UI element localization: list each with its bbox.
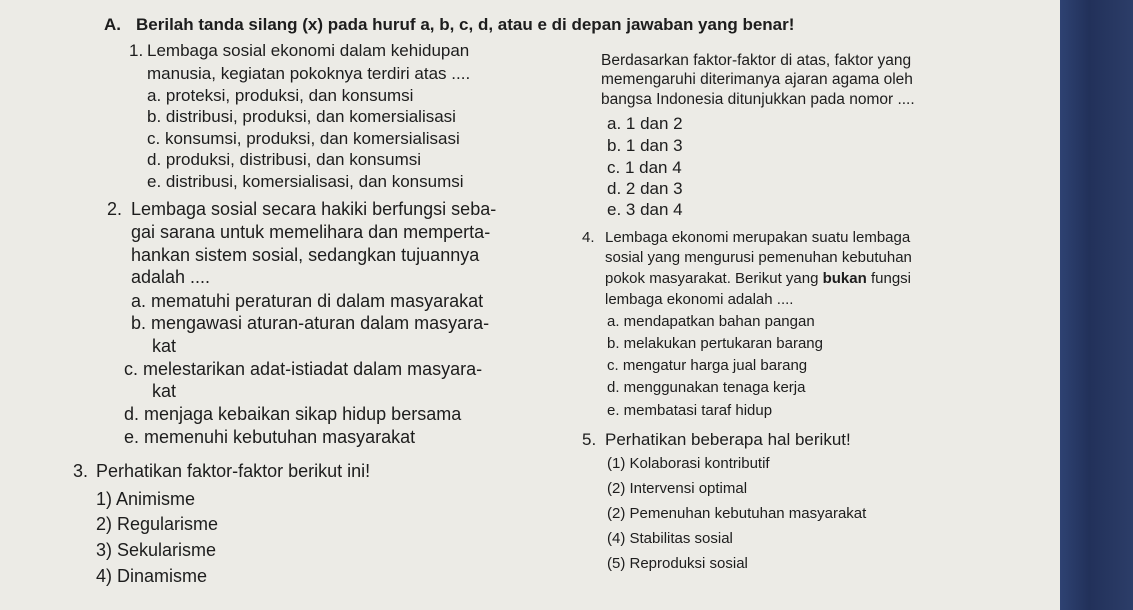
q5-item: (5) Reproduksi sosial [607,555,748,572]
q3-stem: Perhatikan faktor-faktor berikut ini! [96,461,371,481]
q3-item: 2) Regularisme [96,514,219,534]
q1-stem-line: manusia, kegiatan pokoknya terdiri atas .... [147,64,471,83]
q3-cont-line: bangsa Indonesia ditunjukkan pada nomor .... [601,91,915,108]
q1-option-a[interactable]: a. proteksi, produksi, dan konsumsi [147,86,414,105]
q4-emphasis: bukan [822,270,867,287]
q2-stem-line: adalah .... [131,267,211,287]
q4-option-d[interactable]: d. menggunakan tenaga kerja [607,379,806,396]
section-instruction: Berilah tanda silang (x) pada huruf a, b, c, d, atau e di depan jawaban yang benar! [136,15,795,34]
q3-item: 4) Dinamisme [96,566,208,586]
q2-option-c[interactable]: c. melestarikan adat-istiadat dalam masyara- [124,359,483,379]
q3-option-e[interactable]: e. 3 dan 4 [607,200,683,219]
q5-item: (1) Kolaborasi kontributif [607,455,770,472]
q5-stem: Perhatikan beberapa hal berikut! [605,430,851,449]
q5-number: 5. [582,430,597,449]
q1-option-c[interactable]: c. konsumsi, produksi, dan komersialisasi [147,129,460,148]
q3-item: 3) Sekularisme [96,540,217,560]
q2-option-d[interactable]: d. menjaga kebaikan sikap hidup bersama [124,404,462,424]
q4-stem-line: Lembaga ekonomi merupakan suatu lembaga [605,229,911,246]
q2-option-a[interactable]: a. mematuhi peraturan di dalam masyarakat [131,291,484,311]
q1-option-b[interactable]: b. distribusi, produksi, dan komersialisasi [147,107,456,126]
q3-item: 1) Animisme [96,489,196,509]
q4-stem-line: lembaga ekonomi adalah .... [605,291,794,308]
q2-stem-line: Lembaga sosial secara hakiki berfungsi seba- [131,199,497,219]
q5-item: (2) Intervensi optimal [607,480,748,497]
q2-stem-line: gai sarana untuk memelihara dan memperta- [131,222,491,242]
q5-item: (2) Pemenuhan kebutuhan masyarakat [607,505,867,522]
q1-option-e[interactable]: e. distribusi, komersialisasi, dan konsumsi [147,172,464,191]
section-label: A. [104,15,121,34]
q5-item: (4) Stabilitas sosial [607,530,733,547]
q3-cont-line: memengaruhi diterimanya ajaran agama oleh [601,71,913,88]
q1-number: 1. [129,41,144,60]
q2-number: 2. [107,199,123,219]
q4-number: 4. [582,229,595,246]
q4-option-b[interactable]: b. melakukan pertukaran barang [607,335,823,352]
q4-stem-line: pokok masyarakat. Berikut yang bukan fungsi [605,270,911,287]
q3-option-b[interactable]: b. 1 dan 3 [607,136,683,155]
q2-stem-line: hankan sistem sosial, sedangkan tujuannya [131,245,480,265]
q1-stem-line: Lembaga sosial ekonomi dalam kehidupan [147,41,470,60]
q3-option-c[interactable]: c. 1 dan 4 [607,158,682,177]
background-edge [1060,0,1133,610]
q2-option-b-cont: kat [152,336,177,356]
q3-option-a[interactable]: a. 1 dan 2 [607,114,683,133]
q3-number: 3. [73,461,89,481]
q4-option-c[interactable]: c. mengatur harga jual barang [607,357,808,374]
q3-cont-line: Berdasarkan faktor-faktor di atas, faktor yang [601,52,912,69]
q4-stem-line: sosial yang mengurusi pemenuhan kebutuhan [605,249,912,266]
q4-option-e[interactable]: e. membatasi taraf hidup [607,402,773,419]
q3-option-d[interactable]: d. 2 dan 3 [607,179,683,198]
q2-option-e[interactable]: e. memenuhi kebutuhan masyarakat [124,427,416,447]
q4-option-a[interactable]: a. mendapatkan bahan pangan [607,313,815,330]
q2-option-b[interactable]: b. mengawasi aturan-aturan dalam masyara- [131,313,490,333]
q2-option-c-cont: kat [152,381,177,401]
q1-option-d[interactable]: d. produksi, distribusi, dan konsumsi [147,150,422,169]
